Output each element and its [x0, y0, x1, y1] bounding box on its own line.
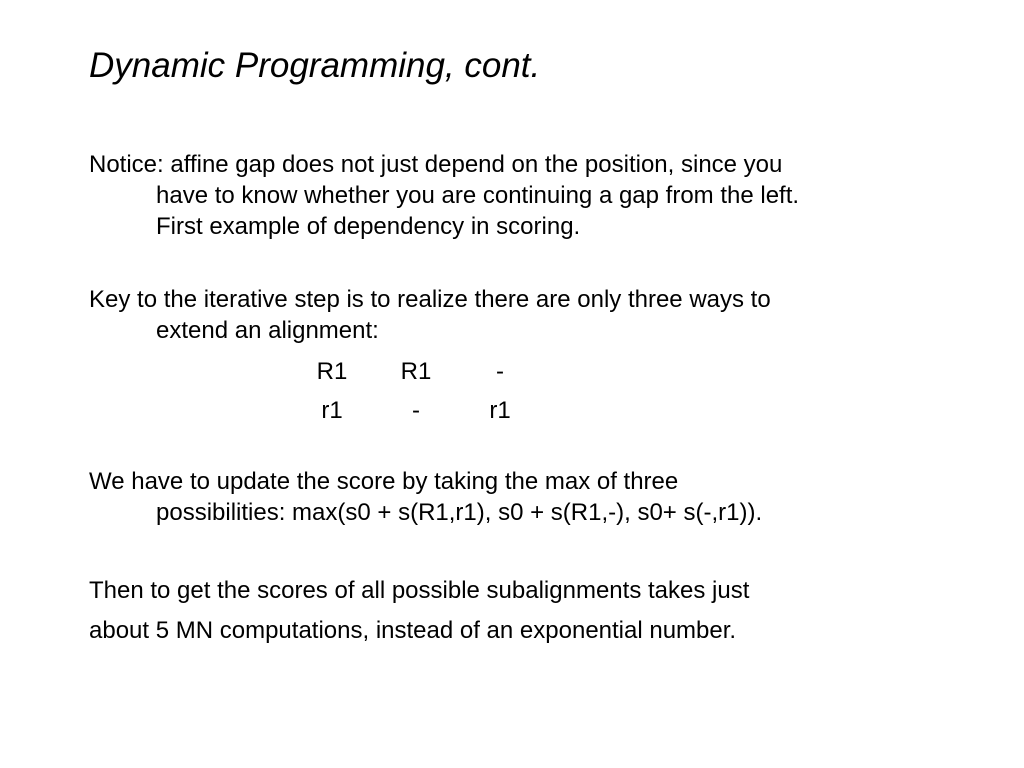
paragraph-affine-gap [89, 149, 949, 242]
paragraph-line: Then to get the scores of all possible subalignments takes just [89, 577, 750, 604]
alignment-cell: - [412, 397, 420, 424]
paragraph-line: about 5 MN computations, instead of an exponential number. [89, 617, 737, 644]
paragraph-line: extend an alignment: [156, 317, 379, 344]
paragraph-line: First example of dependency in scoring. [156, 213, 581, 240]
paragraph-line: Key to the iterative step is to realize there are only three ways to [89, 286, 771, 313]
alignment-cell: - [496, 358, 504, 385]
paragraph-update-score [89, 466, 949, 528]
alignment-cell: r1 [321, 397, 343, 424]
paragraph-computations [89, 571, 949, 651]
paragraph-line: We have to update the score by taking the max of three [89, 468, 679, 495]
paragraph-line: have to know whether you are continuing a gap from the left. [156, 182, 800, 209]
slide-title: Dynamic Programming, cont. [89, 46, 541, 85]
alignment-bottom-row [290, 391, 542, 430]
paragraph-line: possibilities: max(s0 + s(R1,r1), s0 + s(R1,-), s0+ s(-,r1)). [156, 499, 763, 526]
alignment-cell: R1 [400, 358, 432, 385]
alignment-cell: r1 [489, 397, 511, 424]
alignment-cell: R1 [316, 358, 348, 385]
alignment-top-row [290, 352, 542, 391]
paragraph-iterative-step [89, 284, 949, 346]
alignment-options-table [290, 352, 542, 430]
paragraph-line: Notice: affine gap does not just depend on the position, since you [89, 151, 783, 178]
